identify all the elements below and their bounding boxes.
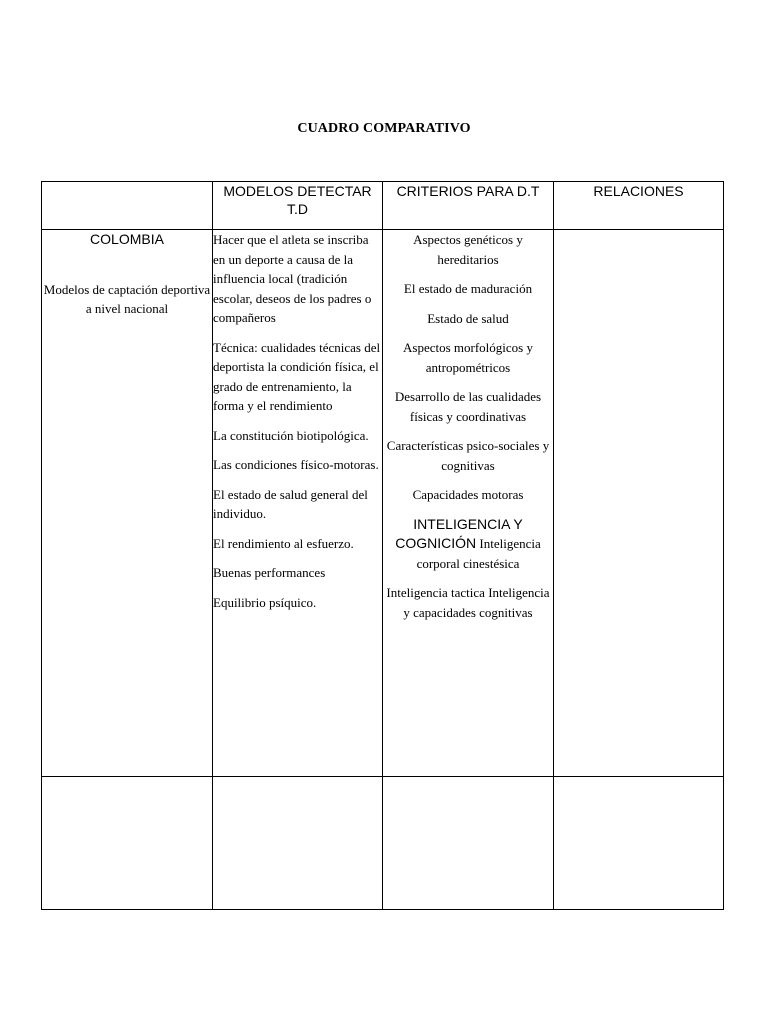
criteria-item: Aspectos morfológicos y antropométricos	[403, 340, 533, 375]
criteria-item: Inteligencia tactica Inteligencia y capacidades cognitivas	[386, 585, 550, 620]
criteria-item: Estado de salud	[427, 310, 509, 326]
header-cell-relations: RELACIONES	[554, 182, 724, 230]
document-title: CUADRO COMPARATIVO	[297, 121, 471, 136]
table-row	[42, 230, 724, 777]
model-item: Técnica: cualidades técnicas del deportista la condición física, el grado de entrenamiento, la forma y el rendimiento	[213, 339, 381, 413]
header-cell-models: MODELOS DETECTAR T.D	[213, 182, 383, 230]
models-cell	[213, 230, 383, 777]
comparison-table	[41, 181, 724, 910]
criteria-item: El estado de maduración	[403, 281, 533, 296]
criteria-item-intelligence	[383, 515, 553, 574]
country-name: COLOMBIA	[90, 231, 164, 247]
criteria-item: Desarrollo de las cualidades físicas y coordinativas	[394, 389, 542, 424]
model-item: El rendimiento al esfuerzo.	[213, 535, 354, 551]
header-cell-criteria: CRITERIOS PARA D.T	[383, 182, 554, 230]
criteria-item: Capacidades motoras	[412, 487, 524, 502]
criteria-item: Aspectos genéticos y hereditarios	[413, 232, 523, 267]
country-cell	[42, 230, 213, 777]
criteria-intelligence-heading: INTELIGENCIA Y COGNICIÓN	[395, 515, 523, 551]
model-item: Equilibrio psíquico.	[213, 594, 317, 610]
empty-cell	[554, 777, 724, 910]
model-item: El estado de salud general del individuo.	[213, 486, 368, 521]
empty-cell	[213, 777, 383, 910]
country-description: Modelos de captación deportiva a nivel nacional	[43, 282, 211, 316]
model-item: Buenas performances	[213, 565, 326, 580]
model-item: Hacer que el atleta se inscriba en un deporte a causa de la influencia local (tradición escolar, deseos de los padres o compañeros	[213, 232, 372, 325]
model-item: Las condiciones físico-motoras.	[213, 457, 379, 472]
table-row-empty	[42, 777, 724, 910]
relations-cell	[554, 230, 724, 777]
model-item: La constitución biotipológica.	[213, 427, 369, 443]
criteria-intelligence-detail: Inteligencia corporal cinestésica	[416, 536, 541, 571]
empty-cell	[42, 777, 213, 910]
criteria-cell	[383, 230, 554, 777]
criteria-item: Características psico-sociales y cognitivas	[386, 438, 550, 473]
table-header-row	[42, 182, 724, 230]
header-cell-empty	[42, 182, 213, 230]
empty-cell	[383, 777, 554, 910]
